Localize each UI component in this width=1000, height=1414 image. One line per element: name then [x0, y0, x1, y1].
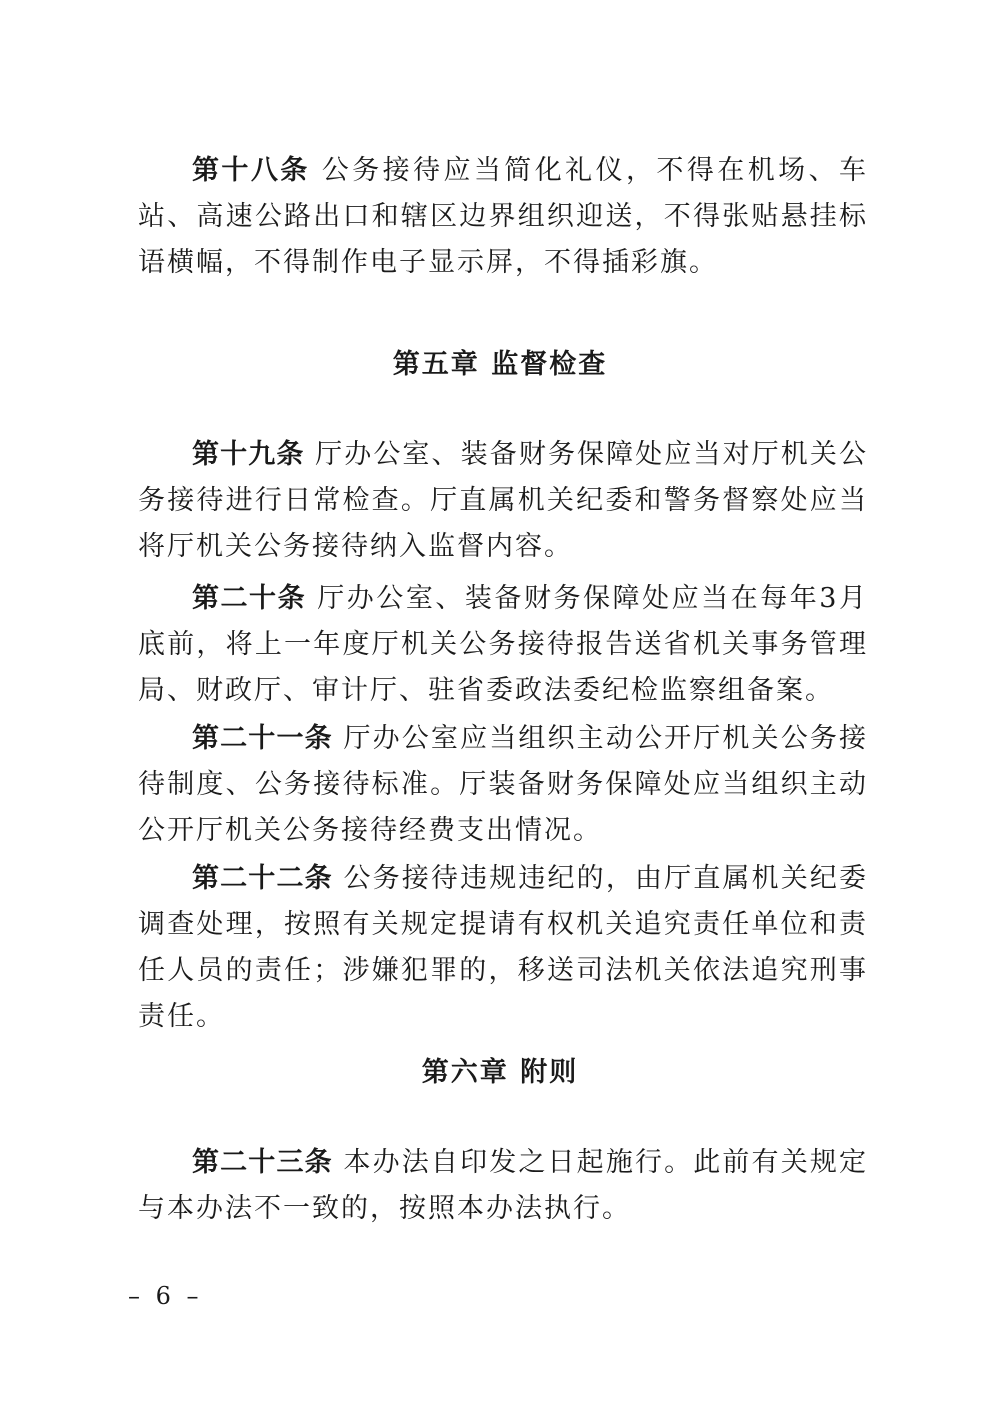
article-23 [138, 1140, 868, 1232]
article-label: 第十九条 [192, 439, 305, 470]
article-text: 厅办公室应当组织主动公开厅机关公务接待制度、公务接待标准。厅装备财务保障处应当组织主动公开厅机关公务接待经费支出情况。 [138, 723, 869, 846]
page-number: – 6 – [128, 1282, 203, 1310]
article-text: 本办法自印发之日起施行。此前有关规定与本办法不一致的，按照本办法执行。 [138, 1147, 869, 1224]
article-text: 公务接待违规违纪的，由厅直属机关纪委调查处理，按照有关规定提请有权机关追究责任单位和责任人员的责任；涉嫌犯罪的，移送司法机关依法追究刑事责任。 [138, 863, 869, 1032]
article-text: 厅办公室、装备财务保障处应当对厅机关公务接待进行日常检查。厅直属机关纪委和警务督察处应当将厅机关公务接待纳入监督内容。 [138, 439, 868, 562]
article-22 [138, 856, 868, 1040]
article-separator [304, 439, 315, 470]
article-text: 厅办公室、装备财务保障处应当在每年3月底前，将上一年度厅机关公务接待报告送省机关事务管理局、财政厅、审计厅、驻省委政法委纪检监察组备案。 [138, 583, 868, 706]
article-label: 第二十一条 [192, 723, 333, 754]
article-separator [333, 1147, 344, 1178]
chapter-heading-6: 第六章 附则 [421, 1057, 579, 1088]
chapter-heading-5: 第五章 监督检查 [392, 349, 608, 380]
article-19 [138, 432, 868, 570]
article-text: 公务接待应当简化礼仪，不得在机场、车站、高速公路出口和辖区边界组织迎送，不得张贴悬挂标语横幅，不得制作电子显示屏，不得插彩旗。 [138, 155, 869, 278]
article-label: 第二十三条 [192, 1147, 333, 1178]
article-separator [333, 723, 344, 754]
article-separator [306, 583, 317, 614]
article-separator [310, 155, 322, 186]
article-label: 第十八条 [192, 155, 310, 186]
article-label: 第二十条 [192, 583, 307, 614]
article-separator [333, 863, 344, 894]
article-21 [138, 716, 868, 854]
article-18 [138, 148, 868, 286]
article-20 [138, 576, 868, 714]
article-label: 第二十二条 [192, 863, 333, 894]
